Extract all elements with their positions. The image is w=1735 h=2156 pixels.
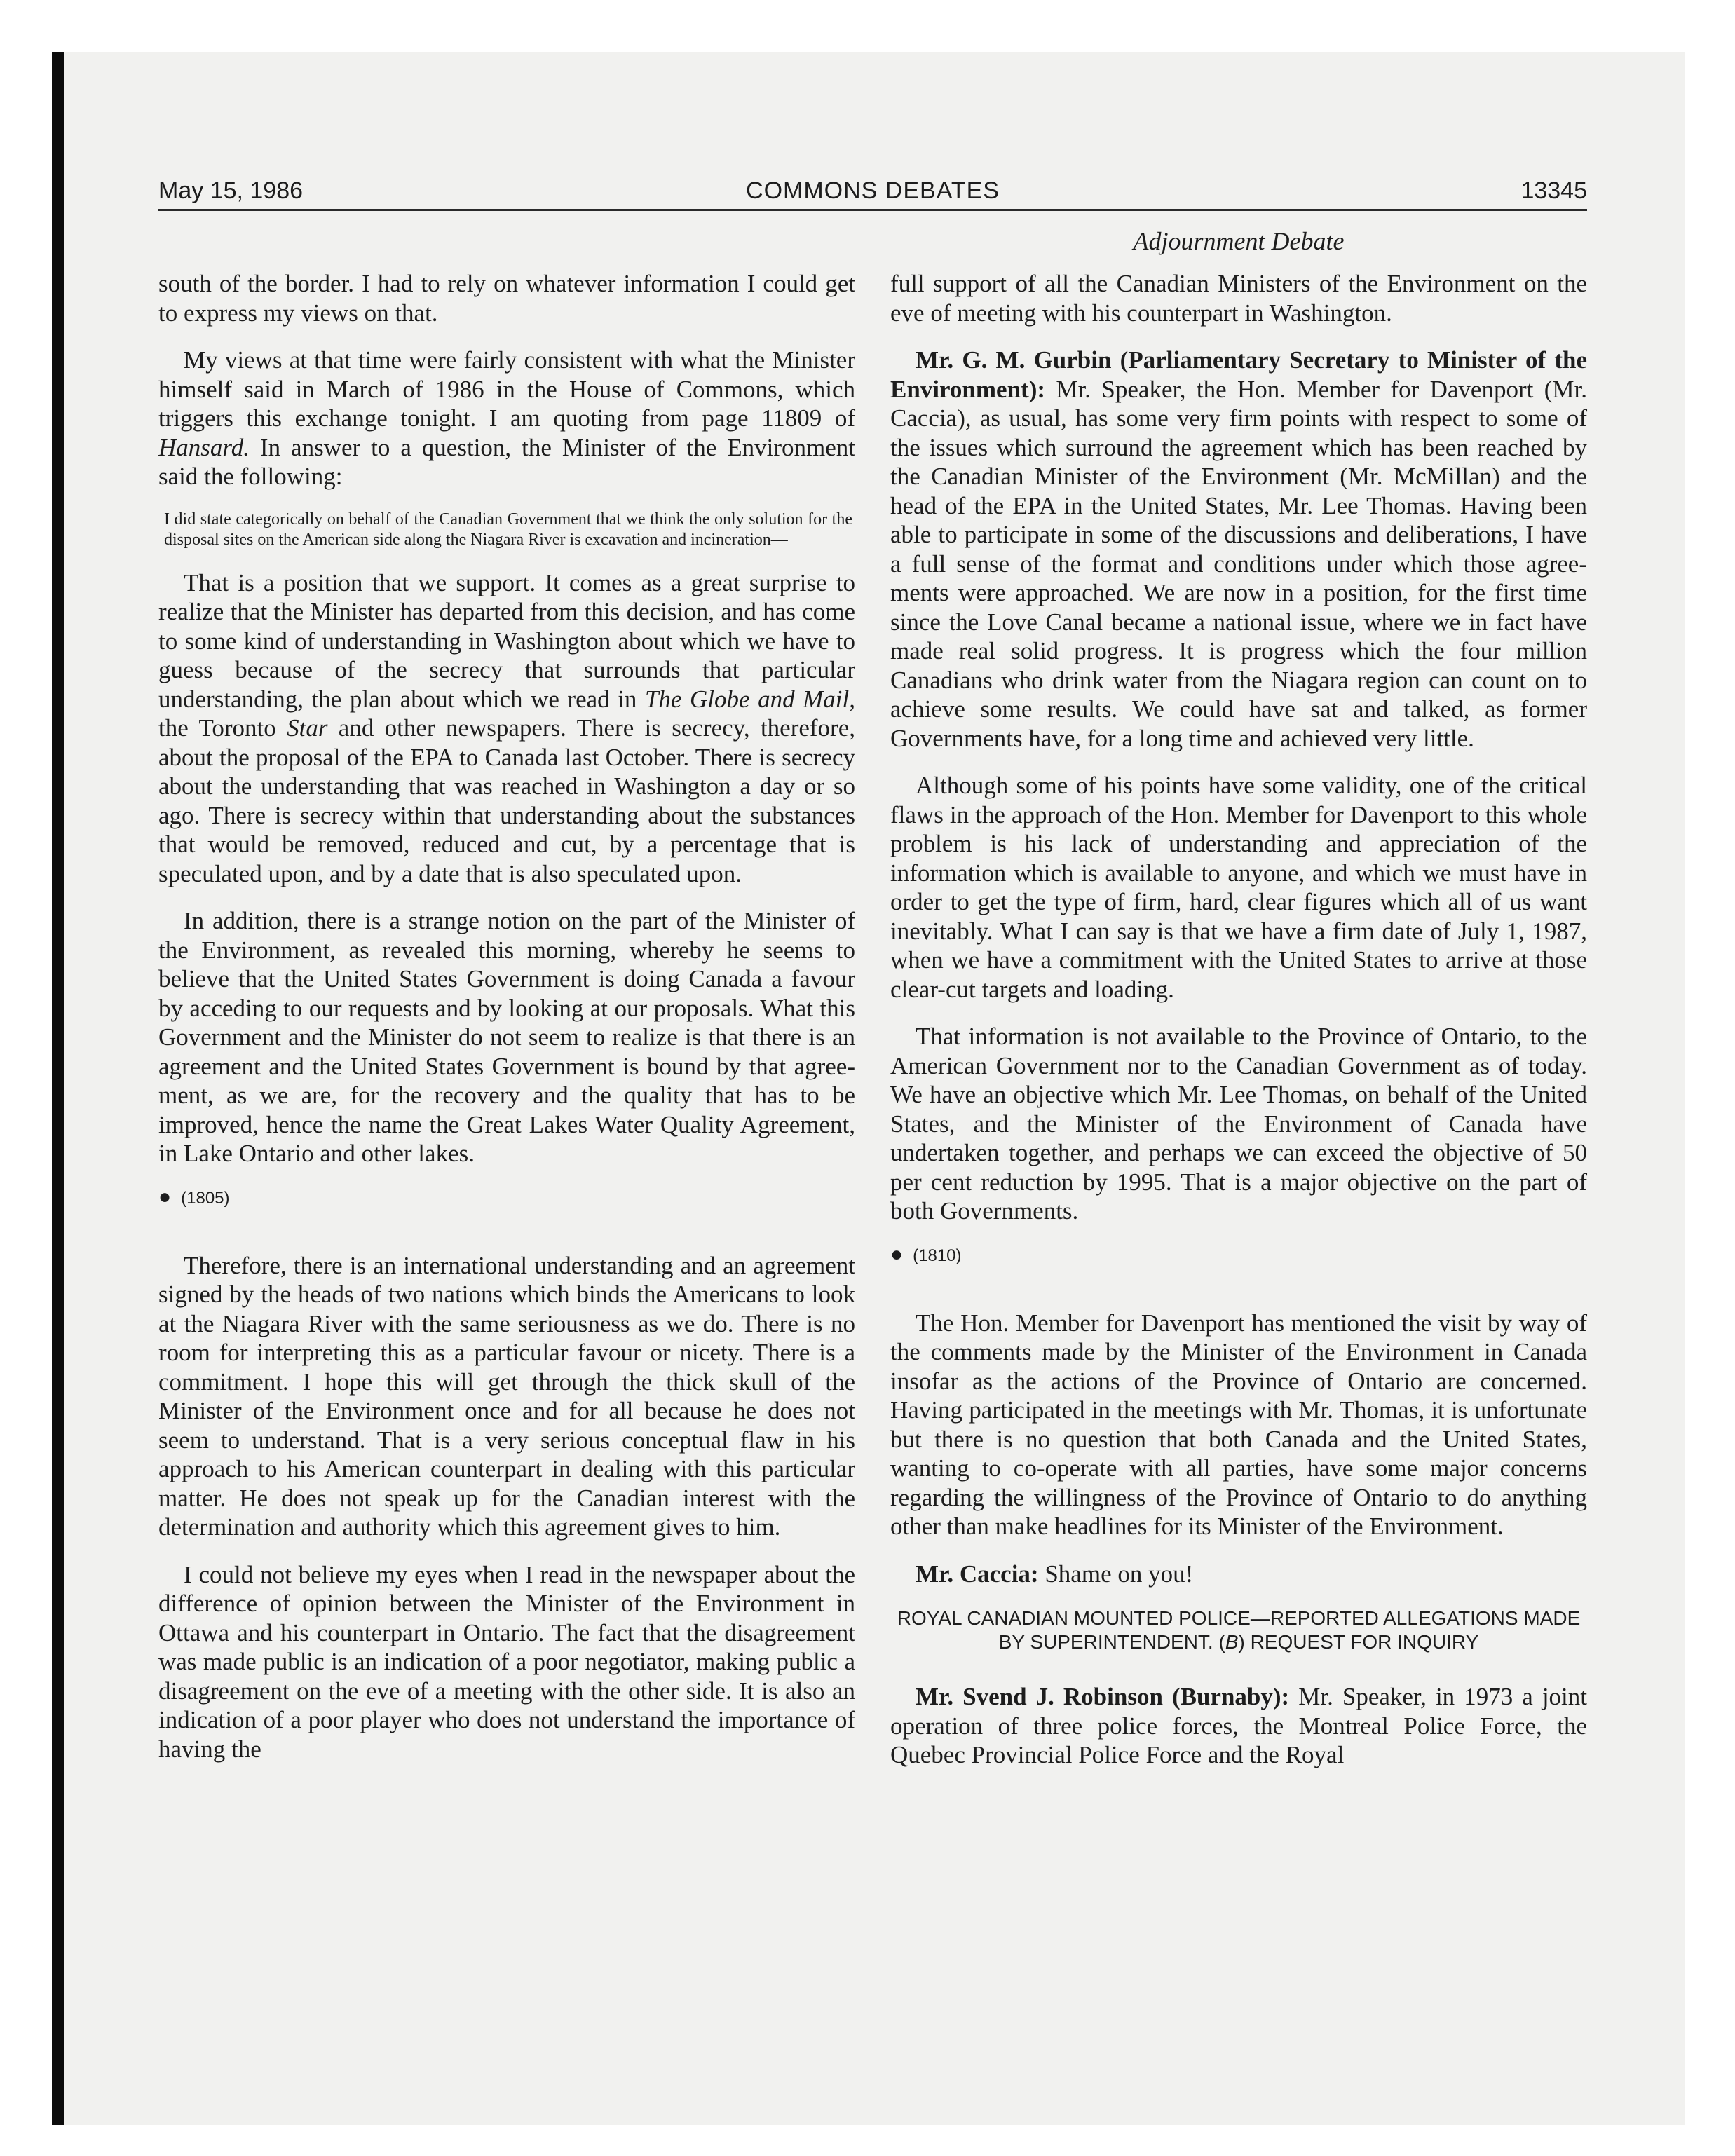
text: ) REQUEST FOR INQUIRY xyxy=(1238,1631,1479,1653)
text: the Toronto xyxy=(158,714,287,742)
paragraph xyxy=(890,346,1587,753)
block-quote: I did state categorically on behalf of the Canadian Government that we think the only solution for the disposal sites on the American side along the Niagara River is excavation and incineration— xyxy=(164,510,852,549)
section-heading xyxy=(890,1606,1587,1654)
italic-text: Star xyxy=(287,714,328,742)
paragraph: The Hon. Member for Davenport has mentioned the visit by way of the comments made by the Minister of the Environment in Canada insofar as the actions of the Province of Ontario are concerned. Having participated in the meetings with Mr. Thomas, it is unfortunate but there is no question that both Canada and the United States, wanting to co-operate with all parties, have some major concerns regarding the willingness of the Province of Ontario to do anything other than make headlines for its Minister of the Environment. xyxy=(890,1309,1587,1540)
paragraph xyxy=(890,1682,1587,1770)
text: ROYAL CANADIAN MOUNTED POLICE—REPORTED ALLEGATIONS MADE BY SUPERINTENDENT. ( xyxy=(897,1607,1581,1653)
paragraph xyxy=(890,1560,1587,1589)
right-column xyxy=(890,269,1587,1788)
bullet-icon: ● xyxy=(158,1185,172,1208)
text: and other newspapers. There is secrecy, therefore, about the proposal of the EPA to Canada last October. There is secrecy about the understanding that was reached in Washington a day or so ago. There is secrecy within that understanding about the substances that would be removed, reduced and cut, by a percentage that is speculated upon, and by a date that is also speculated upon. xyxy=(158,714,855,887)
paragraph: Although some of his points have some validity, one of the critical flaws in the approach of the Hon. Member for Davenport to this whole problem is his lack of understanding and appreciation of the information which is available to anyone, and which we must have in order to get the type of firm, hard, clear figures which all of us want inevitably. What I can say is that we have a firm date of July 1, 1987, when we have a commitment with the United States to arrive at those clear-cut targets and loading. xyxy=(890,772,1587,1003)
page-header xyxy=(158,172,1587,211)
text: Mr. Speaker, in 1973 a joint operation of three police forces, the Montreal Police Force, the Quebec Provincial Police Force and the Royal xyxy=(890,1683,1587,1768)
italic-text: B xyxy=(1225,1631,1239,1653)
text: Mr. Speaker, the Hon. Member for Davenport (Mr. Caccia), as usual, has some very firm points with respect to some of the issues which surround the agreement which has been reached by the Canadian Minister of the Environment (Mr. McMillan) and the head of the EPA in the United States, Mr. Lee Thomas. Having been able to participate in some of the discussions and deliberations, I have a full sense of the format and conditions under which those agreements were approached. We are now in a position, for the first time since the Love Canal became a national issue, where we in fact have made real solid progress. It is progress which the four million Canadians who drink water from the Niagara region can count on to achieve some results. We could have sat and talked, as former Governments have, for a long time and achieved very little. xyxy=(890,375,1587,752)
paragraph: full support of all the Canadian Ministers of the Environment on the eve of meeting with his counterpart in Washington. xyxy=(890,270,1587,327)
time-marker xyxy=(890,1244,1587,1267)
speaker-name: Mr. G. M. Gurbin (Parliamentary Secretary to Minister of the Environment): xyxy=(890,346,1587,403)
paragraph xyxy=(158,568,855,889)
header-date: May 15, 1986 xyxy=(158,177,304,204)
header-title: COMMONS DEBATES xyxy=(746,177,1000,204)
binding-edge xyxy=(52,52,64,2125)
italic-text: Hansard. xyxy=(158,433,250,461)
header-page-number: 13345 xyxy=(1520,177,1587,204)
time-marker-label: (1810) xyxy=(913,1246,962,1265)
paragraph: south of the border. I had to rely on whatever information I could get to express my views on that. xyxy=(158,270,855,327)
time-marker-label: (1805) xyxy=(181,1188,230,1208)
paragraph: Therefore, there is an international understanding and an agreement signed by the heads of two nations which binds the Americans to look at the Niagara River with the same seriousness as we do. There is no room for interpreting this as a particular favour or nicety. There is a commitment. I hope this will get through the thick skull of the Minister of the Environment once and for all because he does not seem to understand. That is a very serious conceptual flaw in his approach to his American counterpart in dealing with this particular matter. He does not speak up for the Canadian interest with the determination and authority which this agreement gives to him. xyxy=(158,1251,855,1541)
paragraph: In addition, there is a strange notion on the part of the Minister of the Environment, as revealed this morning, whereby he seems to believe that the United States Government is doing Canada a favour by acceding to our requests and by looking at our proposals. What this Government and the Minister do not seem to realize is that there is an agreement and the United States Government is bound by that agreement, as we are, for the recovery and the quality that has to be improved, hence the name the Great Lakes Water Quality Agreement, in Lake Ontario and other lakes. xyxy=(158,907,855,1167)
text: My views at that time were fairly consistent with what the Minister himself said in March of 1986 in the House of Commons, which triggers this exchange tonight. I am quoting from page 11809 of xyxy=(158,346,855,432)
section-title: Adjournment Debate xyxy=(1133,227,1345,255)
paragraph: That information is not available to the Province of Ontario, to the American Government nor to the Canadian Government as of today. We have an objective which Mr. Lee Thomas, on behalf of the United States, and the Minister of the Environment of Canada have undertaken together, and perhaps we can exceed the objective of 50 per cent reduction by 1995. That is a major objective on the part of both Governments. xyxy=(890,1023,1587,1224)
text: Shame on you! xyxy=(1038,1560,1194,1588)
text: That is a position that we support. It comes as a great surprise to realize that the Minister has departed from this decision, and has come to some kind of understanding in Washington about which we have to guess because of the secrecy that surrounds that particular understanding, the plan about which we read in xyxy=(158,568,855,713)
time-marker xyxy=(158,1187,855,1209)
speaker-name: Mr. Caccia: xyxy=(916,1560,1039,1588)
speaker-name: Mr. Svend J. Robinson (Burnaby): xyxy=(916,1683,1290,1710)
bullet-icon: ● xyxy=(890,1242,904,1266)
text: In answer to a question, the Minister of the Environment said the following: xyxy=(158,433,855,490)
paragraph: I could not believe my eyes when I read in the newspaper about the difference of opinion between the Minister of the Environment in Ottawa and his counterpart in Ontario. The fact that the disagreement was made public is an indication of a poor negotiator, making public a disagreement on the eve of a meeting with the other side. It is also an indication of a poor player who does not understand the importance of having the xyxy=(158,1560,855,1763)
paragraph xyxy=(158,346,855,491)
italic-text: The Globe and Mail, xyxy=(644,685,855,713)
left-column xyxy=(158,269,855,1782)
